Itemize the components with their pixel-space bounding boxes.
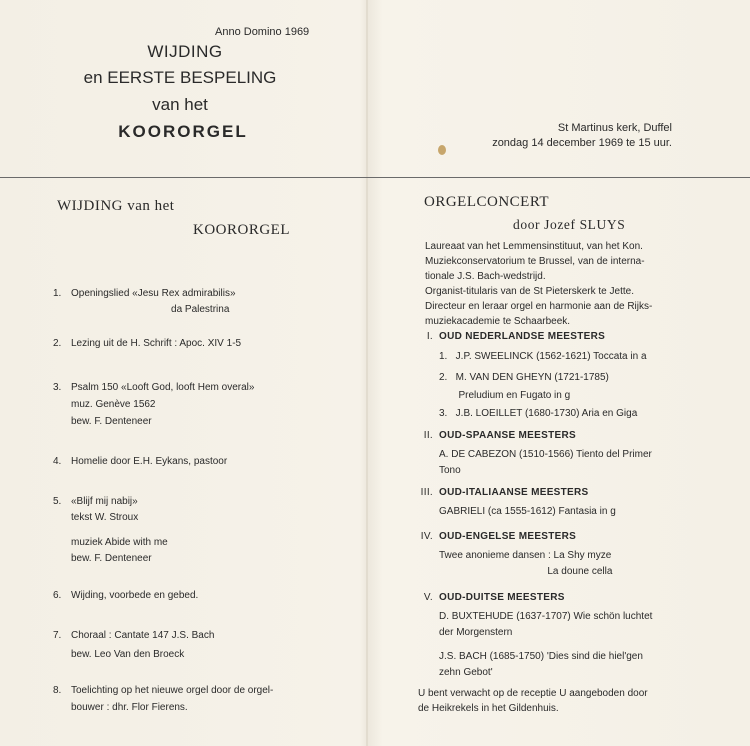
program-leaflet: Anno Domino 1969 WIJDING en EERSTE BESPELING van het KOORORGEL St Martinus kerk, Duffel zondag 14 december 1969 te 15 uur. WIJDING van het KOORORGEL 1. Openingslied «Jesu Rex admirabilis» da Palestrina 2. Lezing uit de H. Schrift : Apoc. XIV 1-5 3. Psalm 150 «Looft God, looft Hem overal» muz. Genève 1562 bew. F. Denteneer 4. Homelie door E.H. Eykans, pastoor 5. «Blijf mij nabij» tekst W. Stroux muziek Abide with me bew. F. Denteneer 6. Wijding, voorbede en gebed. 7. Choraal : Cantate 147 J.S. Bach bew. Leo Van den Broeck 8. Toelichting op het nieuwe orgel door de orgel- bouwer : dhr. Flor Fierens. ORGELCONCERT door Jozef SLUYS Laureaat van het Lemmensinstituut, van het Kon. Muziekconservatorium te Brussel, van de interna- tionale J.S. Bach-wedstrijd. Organist-titularis van de St Pieterskerk te Jette. Directeur en leraar orgel en harmonie aan de Rijks- muziekacademie te Schaarbeek. I. OUD NEDERLANDSE MEESTERS 1. J.P. SWEELINCK (1562-1621) Toccata in a 2. M. VAN DEN GHEYN (1721-1785) Preludium en Fugato in g 3. J.B. LOEILLET (1680-1730) Aria en Giga II. OUD-SPAANSE MEESTERS A. DE CABEZON (1510-1566) Tiento del Primer Tono III. OUD-ITALIAANSE MEESTERS GABRIELI (ca 1555-1612) Fantasia in g IV. OUD-ENGELSE MEESTERS Twee anonieme dansen : La Shy myze La doune cella V. OUD-DUITSE MEESTERS D. BUXTEHUDE (1637-1707) Wie schön luchtet der Morgenstern J.S. BACH (1685-1750) 'Dies sind die hiel'gen zehn Gebot' U bent verwacht op de receptie U aangeboden door de Heikrekels in het Gildenhuis. — [0, 0, 750, 746]
cover-place — [492, 121, 672, 151]
section-heading: IV. OUD-ENGELSE MEESTERS — [420, 531, 577, 542]
left-heading-1: WIJDING van het — [57, 198, 175, 214]
right-heading-2: door Jozef SLUYS — [513, 217, 626, 232]
cover-title-2: en EERSTE BESPELING — [83, 68, 277, 87]
cover-title-1: WIJDING — [147, 42, 223, 61]
paper-stain — [438, 145, 446, 155]
section-heading: III. OUD-ITALIAANSE MEESTERS — [420, 487, 589, 498]
fold-line — [0, 177, 750, 178]
right-heading-1: ORGELCONCERT — [424, 194, 550, 210]
cover-title-4: KOORORGEL — [118, 122, 248, 141]
cover-place-line-1: St Martinus kerk, Duffel — [557, 122, 672, 134]
section-items: Twee anonieme dansen : La Shy myze La doune cella — [439, 550, 613, 577]
cover-title-3: van het — [152, 95, 208, 114]
cover-anno: Anno Domino 1969 — [215, 26, 310, 38]
performer-intro: Laureaat van het Lemmensinstituut, van het Kon. Muziekconservatorium te Brussel, van de interna- tionale J.S. Bach-wedstrijd. Organist-titularis van de St Pieterskerk te Jette. Directeur en leraar orgel en harmonie aan de Rijks- muziekacademie te Schaarbeek. — [425, 241, 653, 327]
closing-note: U bent verwacht op de receptie U aangeboden door de Heikrekels in het Gildenhuis. — [418, 688, 648, 714]
cover-place-line-2: zondag 14 december 1969 te 15 uur. — [492, 137, 672, 149]
section-items: D. BUXTEHUDE (1637-1707) Wie schön luchtet der Morgenstern J.S. BACH (1685-1750) 'Dies sind die hiel'gen zehn Gebot' — [439, 611, 653, 678]
section-items: 1. J.P. SWEELINCK (1562-1621) Toccata in a 2. M. VAN DEN GHEYN (1721-1785) Preludium en Fugato in g 3. J.B. LOEILLET (1680-1730) Aria en Giga — [439, 351, 647, 419]
left-heading-2: KOORORGEL — [193, 222, 290, 238]
section-items: A. DE CABEZON (1510-1566) Tiento del Primer Tono — [439, 449, 652, 476]
section-heading: I. OUD NEDERLANDSE MEESTERS — [426, 331, 606, 342]
section-items: GABRIELI (ca 1555-1612) Fantasia in g — [439, 506, 616, 517]
section-heading: II. OUD-SPAANSE MEESTERS — [423, 430, 576, 441]
page-fold — [366, 0, 368, 746]
section-heading: V. OUD-DUITSE MEESTERS — [423, 592, 565, 603]
